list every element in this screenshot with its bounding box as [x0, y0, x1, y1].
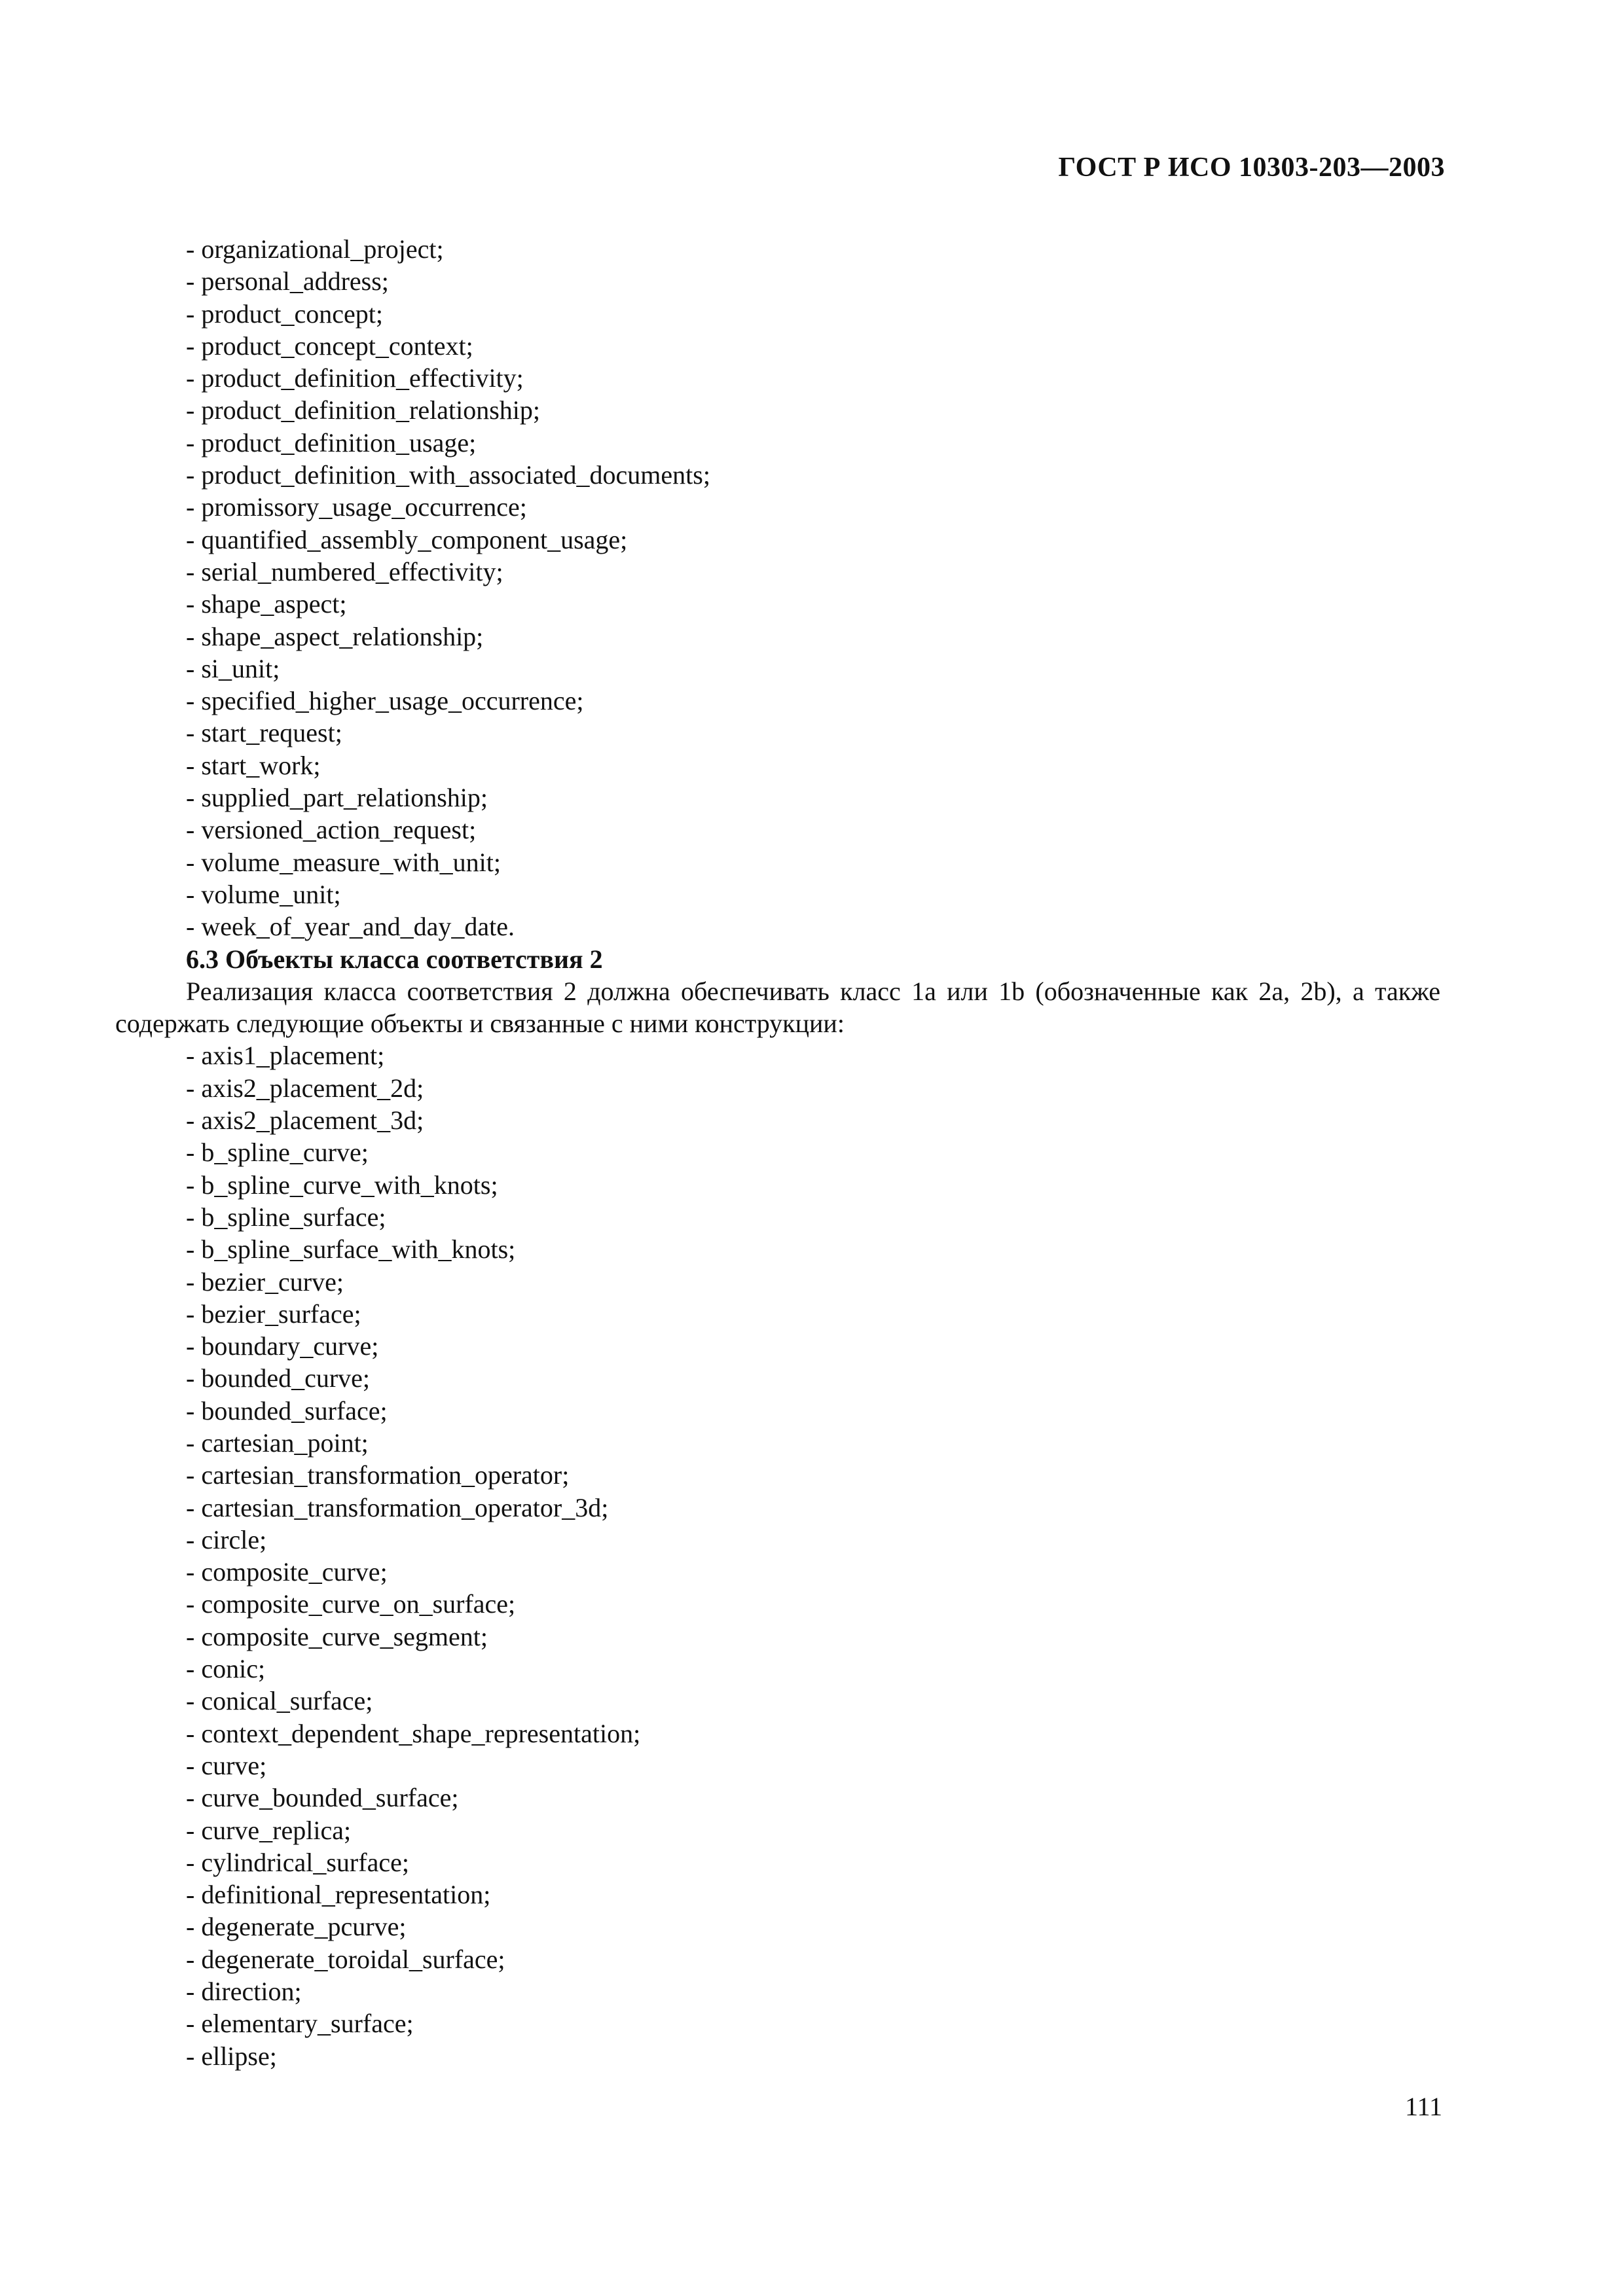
list-item: - curve; — [186, 1750, 267, 1780]
list-item: - curve_bounded_surface; — [186, 1783, 459, 1813]
list-item: - product_definition_relationship; — [186, 395, 540, 425]
list-item: - axis2_placement_2d; — [186, 1073, 424, 1103]
page-body — [115, 233, 1440, 2072]
list-item: - b_spline_surface_with_knots; — [186, 1234, 516, 1265]
list-item: - axis1_placement; — [186, 1041, 385, 1071]
list-item: - product_definition_with_associated_documents; — [186, 460, 710, 490]
section-paragraph: Реализация класса соответствия 2 должна обеспечивать класс 1a или 1b (обозначенные как 2a, 2b), а также содержать следующие объекты и связанные с ними конструкции: — [115, 976, 1440, 1039]
entity-list-class-2 — [115, 1039, 1440, 2072]
list-item: - conical_surface; — [186, 1686, 373, 1716]
list-item: - bounded_curve; — [186, 1363, 371, 1393]
list-item: - cartesian_transformation_operator; — [186, 1460, 570, 1490]
list-item: - supplied_part_relationship; — [186, 783, 488, 813]
list-item: - start_work; — [186, 750, 321, 780]
list-item: - product_concept_context; — [186, 331, 473, 361]
list-item: - ellipse; — [186, 2041, 277, 2071]
list-item: - composite_curve; — [186, 1557, 388, 1587]
list-item: - specified_higher_usage_occurrence; — [186, 686, 584, 716]
list-item: - shape_aspect_relationship; — [186, 621, 484, 651]
list-item: - bezier_curve; — [186, 1266, 344, 1297]
entity-list-continued — [115, 233, 1440, 943]
list-item: - conic; — [186, 1654, 266, 1684]
list-item: - product_definition_usage; — [186, 427, 477, 457]
list-item: - week_of_year_and_day_date. — [186, 912, 515, 942]
list-item: - b_spline_surface; — [186, 1202, 386, 1232]
list-item: - direction; — [186, 1977, 302, 2007]
list-item: - bounded_surface; — [186, 1395, 388, 1426]
list-item: - axis2_placement_3d; — [186, 1105, 424, 1136]
section-heading: 6.3 Объекты класса соответствия 2 — [186, 944, 603, 974]
list-item: - circle; — [186, 1524, 267, 1554]
list-item: - boundary_curve; — [186, 1331, 379, 1361]
list-item: - si_unit; — [186, 653, 280, 683]
list-item: - degenerate_pcurve; — [186, 1912, 407, 1942]
list-item: - composite_curve_segment; — [186, 1621, 488, 1651]
list-item: - personal_address; — [186, 266, 389, 296]
list-item: - start_request; — [186, 718, 342, 748]
list-item: - b_spline_curve_with_knots; — [186, 1170, 498, 1200]
list-item: - product_definition_effectivity; — [186, 363, 524, 393]
list-item: - serial_numbered_effectivity; — [186, 556, 503, 586]
list-item: - definitional_representation; — [186, 1880, 491, 1910]
document-header-code: ГОСТ Р ИСО 10303-203—2003 — [1058, 152, 1445, 183]
list-item: - context_dependent_shape_representation; — [186, 1718, 641, 1748]
list-item: - curve_replica; — [186, 1815, 352, 1845]
list-item: - cartesian_point; — [186, 1427, 369, 1458]
list-item: - organizational_project; — [186, 234, 444, 264]
list-item: - promissory_usage_occurrence; — [186, 492, 527, 522]
list-item: - volume_unit; — [186, 879, 341, 909]
list-item: - degenerate_toroidal_surface; — [186, 1944, 505, 1974]
list-item: - elementary_surface; — [186, 2009, 414, 2039]
list-item: - volume_measure_with_unit; — [186, 847, 501, 877]
list-item: - bezier_surface; — [186, 1299, 361, 1329]
list-item: - shape_aspect; — [186, 589, 347, 619]
list-item: - cylindrical_surface; — [186, 1847, 409, 1877]
list-item: - quantified_assembly_component_usage; — [186, 524, 628, 554]
list-item: - cartesian_transformation_operator_3d; — [186, 1492, 609, 1522]
list-item: - versioned_action_request; — [186, 815, 477, 845]
list-item: - composite_curve_on_surface; — [186, 1589, 516, 1619]
list-item: - b_spline_curve; — [186, 1138, 369, 1168]
page-number: 111 — [1404, 2092, 1442, 2121]
list-item: - product_concept; — [186, 298, 383, 329]
